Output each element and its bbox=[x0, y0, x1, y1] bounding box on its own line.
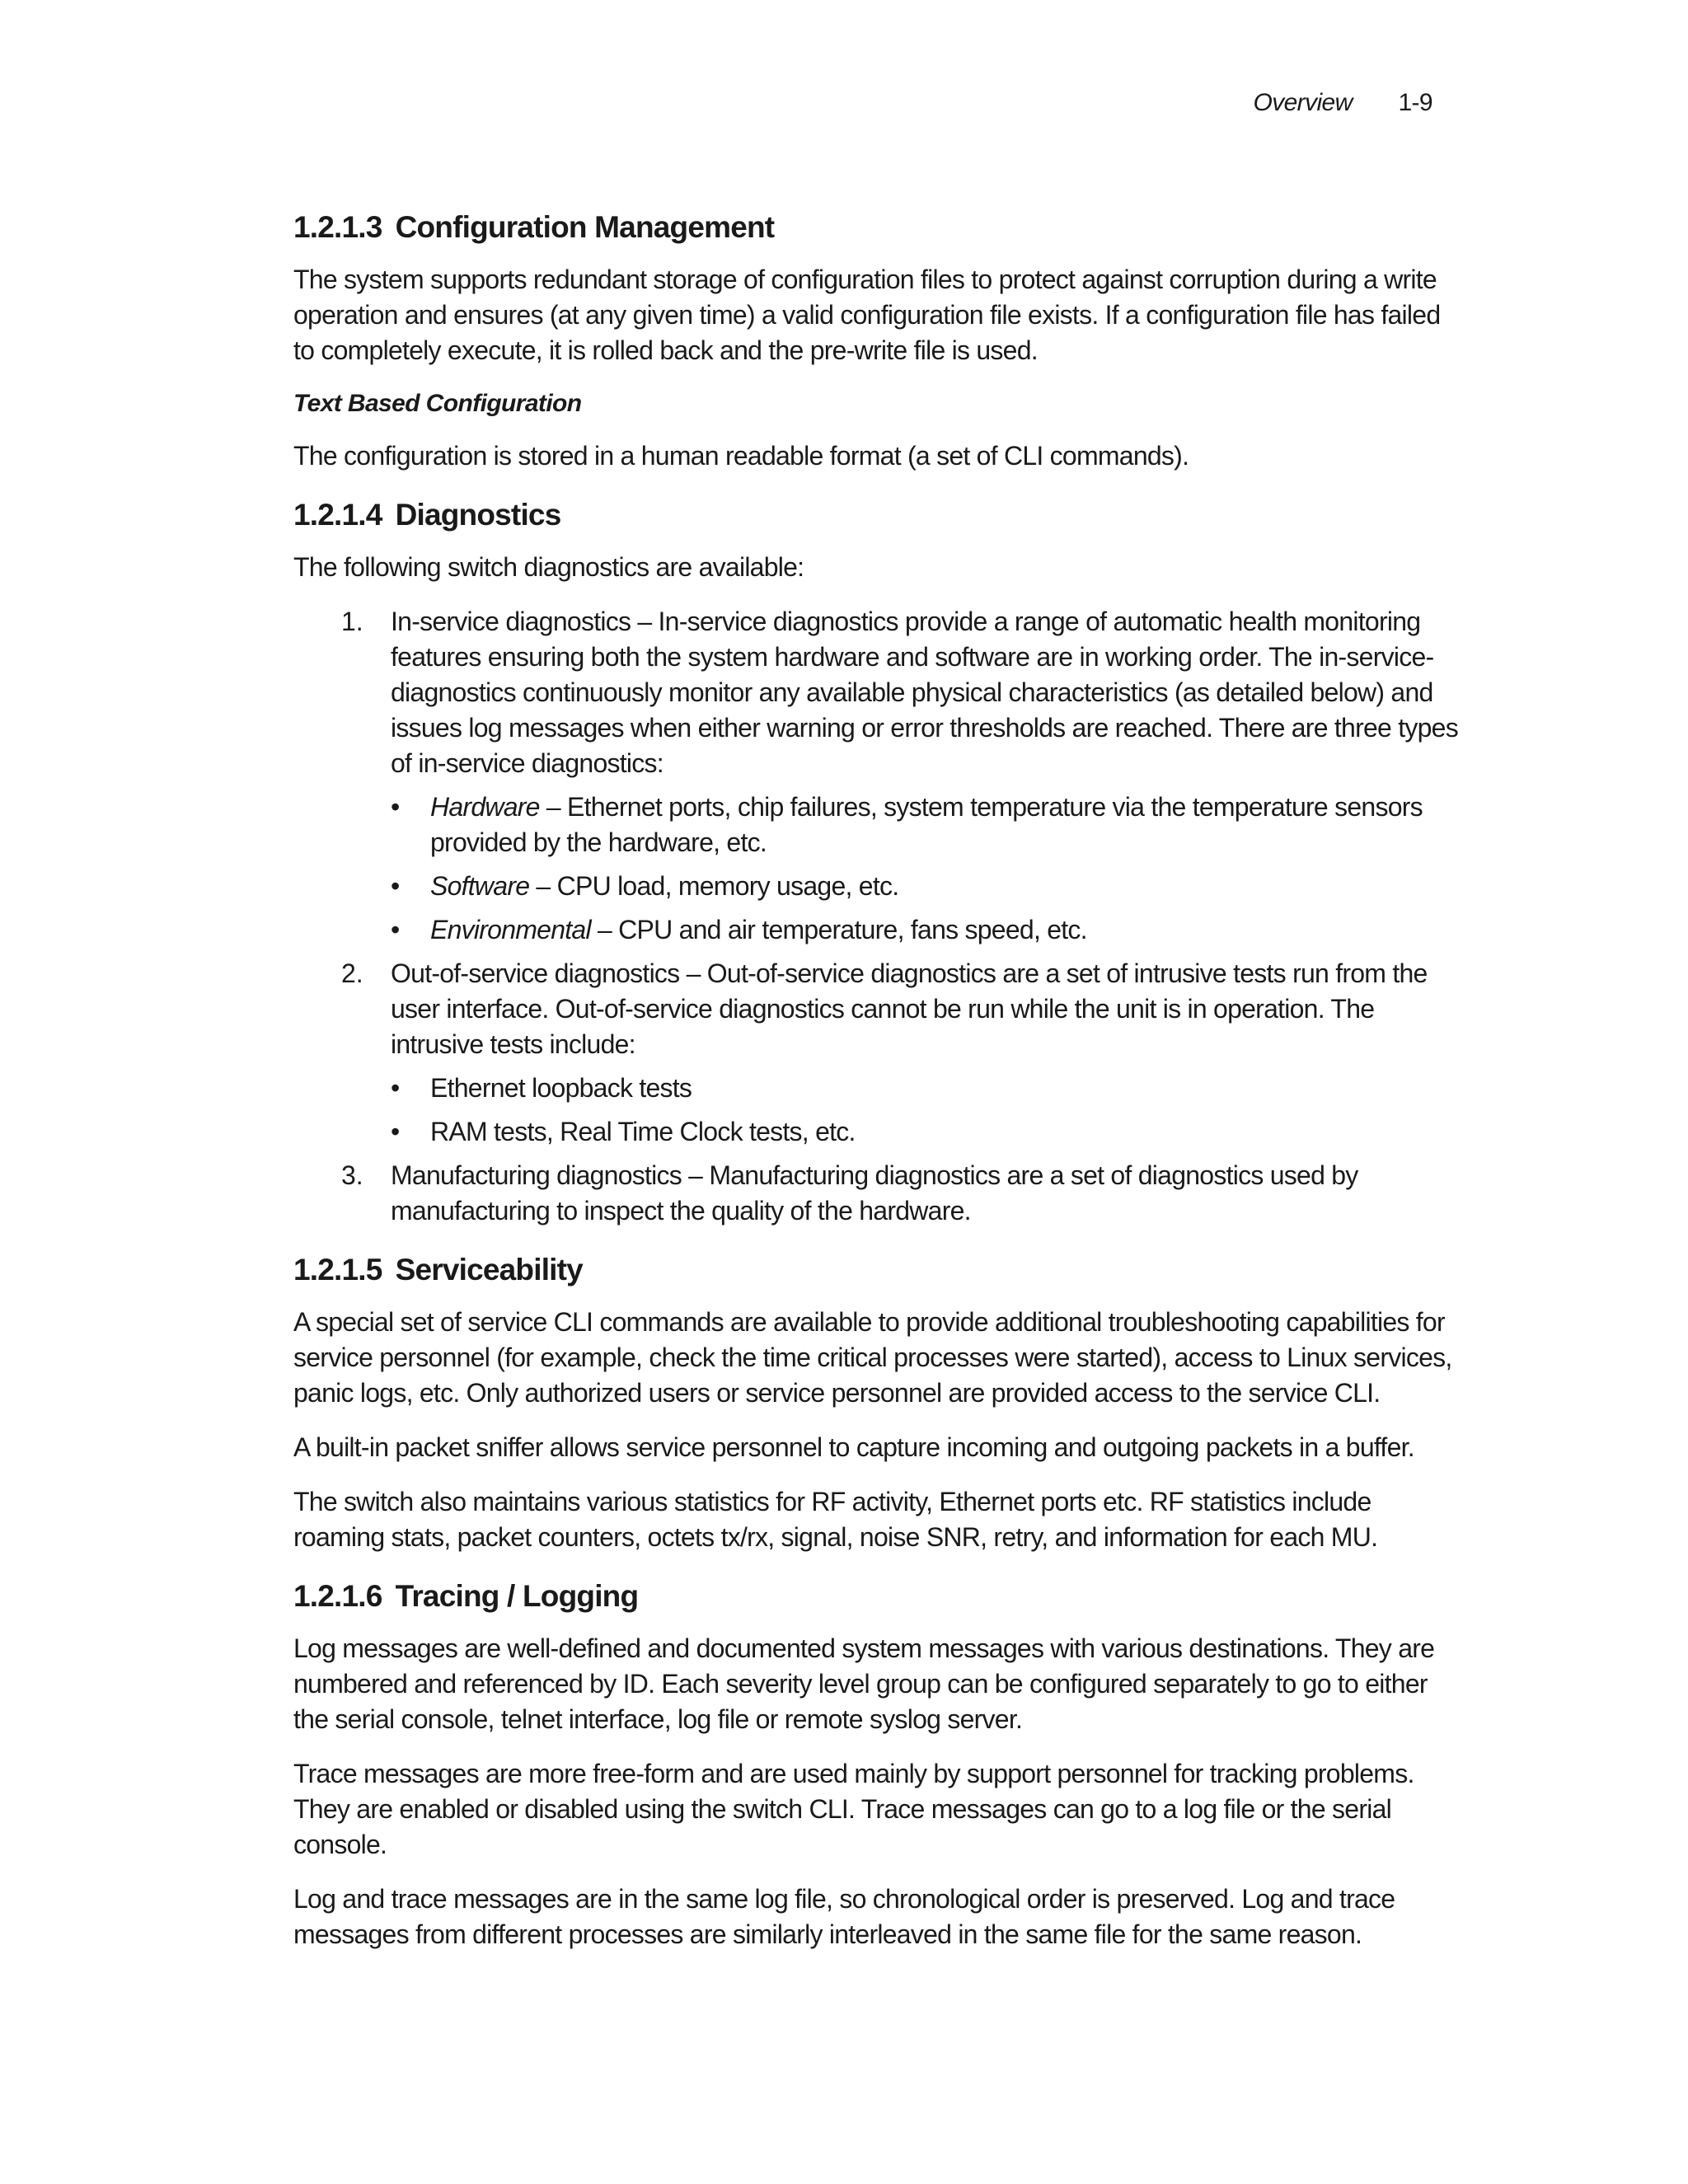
list-item bbox=[293, 1158, 1464, 1229]
bullet-term: Software bbox=[430, 871, 530, 901]
bullet-text: Ethernet loopback tests bbox=[430, 1073, 692, 1103]
bullet-icon: • bbox=[391, 915, 400, 944]
bullet-term: Environmental bbox=[430, 915, 591, 944]
paragraph: Trace messages are more free-form and are used mainly by support personnel for tracking problems. They are enabled or disabled using the switch CLI. Trace messages can go to a log file or the serial console. bbox=[293, 1759, 1414, 1859]
list-item-text: In-service diagnostics – In-service diagnostics provide a range of automatic health monitoring features ensuring both the system hardware and software are in working order. The in-service-diagnostics continuously monitor any available physical characteristics (as detailed below) and issues log messages when either warning or error thresholds are reached. There are three types of in-service diagnostics: bbox=[391, 607, 1458, 778]
bullet-icon: • bbox=[391, 871, 400, 901]
paragraph: Log messages are well-defined and documented system messages with various destinations. They are numbered and referenced by ID. Each severity level group can be configured separately to go to either the serial console, telnet interface, log file or remote syslog server. bbox=[293, 1633, 1435, 1734]
paragraph: The following switch diagnostics are available: bbox=[293, 552, 804, 582]
numbered-list bbox=[293, 604, 1464, 1229]
list-number: 1. bbox=[341, 607, 363, 636]
section-heading bbox=[293, 208, 1464, 247]
bullet-item bbox=[391, 1071, 1464, 1106]
list-number: 2. bbox=[341, 958, 363, 988]
list-item bbox=[293, 956, 1464, 1150]
paragraph: The configuration is stored in a human readable format (a set of CLI commands). bbox=[293, 441, 1189, 471]
section-configuration-management bbox=[293, 208, 1464, 474]
section-number: 1.2.1.4 bbox=[293, 498, 382, 532]
bullet-list bbox=[391, 790, 1464, 948]
section-number: 1.2.1.3 bbox=[293, 210, 382, 244]
header-section-name: Overview bbox=[1253, 89, 1353, 116]
bullet-text: – CPU load, memory usage, etc. bbox=[529, 871, 899, 901]
section-heading bbox=[293, 1577, 1464, 1616]
bullet-text: RAM tests, Real Time Clock tests, etc. bbox=[430, 1117, 856, 1146]
paragraph: Log and trace messages are in the same log file, so chronological order is preserved. Log and trace messages from different processes are similarly interleaved in the same file for the same reason. bbox=[293, 1884, 1395, 1949]
list-item-text: Manufacturing diagnostics – Manufacturing diagnostics are a set of diagnostics used by manufacturing to inspect the quality of the hardware. bbox=[391, 1160, 1358, 1226]
section-title: Tracing / Logging bbox=[395, 1579, 639, 1613]
section-number: 1.2.1.6 bbox=[293, 1579, 382, 1613]
bullet-icon: • bbox=[391, 1073, 400, 1103]
bullet-item bbox=[391, 869, 1464, 904]
section-serviceability bbox=[293, 1250, 1464, 1555]
section-title: Serviceability bbox=[395, 1253, 583, 1286]
section-title: Diagnostics bbox=[395, 498, 561, 532]
paragraph: A built-in packet sniffer allows service personnel to capture incoming and outgoing packets in a buffer. bbox=[293, 1432, 1414, 1462]
paragraph: The system supports redundant storage of configuration files to protect against corruption during a write operation and ensures (at any given time) a valid configuration file exists. If a configuration file has failed to completely execute, it is rolled back and the pre-write file is used. bbox=[293, 265, 1441, 365]
list-item-text: Out-of-service diagnostics – Out-of-service diagnostics are a set of intrusive tests run from the user interface. Out-of-service diagnostics cannot be run while the unit is in operation. The intrusive tests include: bbox=[391, 958, 1428, 1059]
section-number: 1.2.1.5 bbox=[293, 1253, 382, 1286]
page-content bbox=[293, 208, 1464, 1974]
list-item bbox=[293, 604, 1464, 948]
paragraph: A special set of service CLI commands are available to provide additional troubleshooting capabilities for service personnel (for example, check the time critical processes were started), access to Linux services, panic logs, etc. Only authorized users or service personnel are provided access to the service CLI. bbox=[293, 1307, 1452, 1408]
section-diagnostics bbox=[293, 495, 1464, 1229]
bullet-icon: • bbox=[391, 792, 400, 822]
paragraph: The switch also maintains various statistics for RF activity, Ethernet ports etc. RF statistics include roaming stats, packet counters, octets tx/rx, signal, noise SNR, retry, and information for each MU. bbox=[293, 1487, 1378, 1552]
section-tracing-logging bbox=[293, 1577, 1464, 1952]
subheading: Text Based Configuration bbox=[293, 390, 582, 417]
list-number: 3. bbox=[341, 1160, 363, 1190]
bullet-term: Hardware bbox=[430, 792, 540, 822]
bullet-item bbox=[391, 912, 1464, 948]
section-title: Configuration Management bbox=[395, 210, 775, 244]
bullet-list bbox=[391, 1071, 1464, 1150]
page-number: 1-9 bbox=[1398, 89, 1432, 116]
bullet-text: – CPU and air temperature, fans speed, etc. bbox=[590, 915, 1087, 944]
bullet-text: – Ethernet ports, chip failures, system temperature via the temperature sensors provided by the hardware, etc. bbox=[430, 792, 1423, 857]
bullet-item bbox=[391, 790, 1464, 860]
running-header bbox=[1253, 89, 1432, 117]
section-heading bbox=[293, 495, 1464, 535]
bullet-item bbox=[391, 1114, 1464, 1150]
section-heading bbox=[293, 1250, 1464, 1290]
bullet-icon: • bbox=[391, 1117, 400, 1146]
